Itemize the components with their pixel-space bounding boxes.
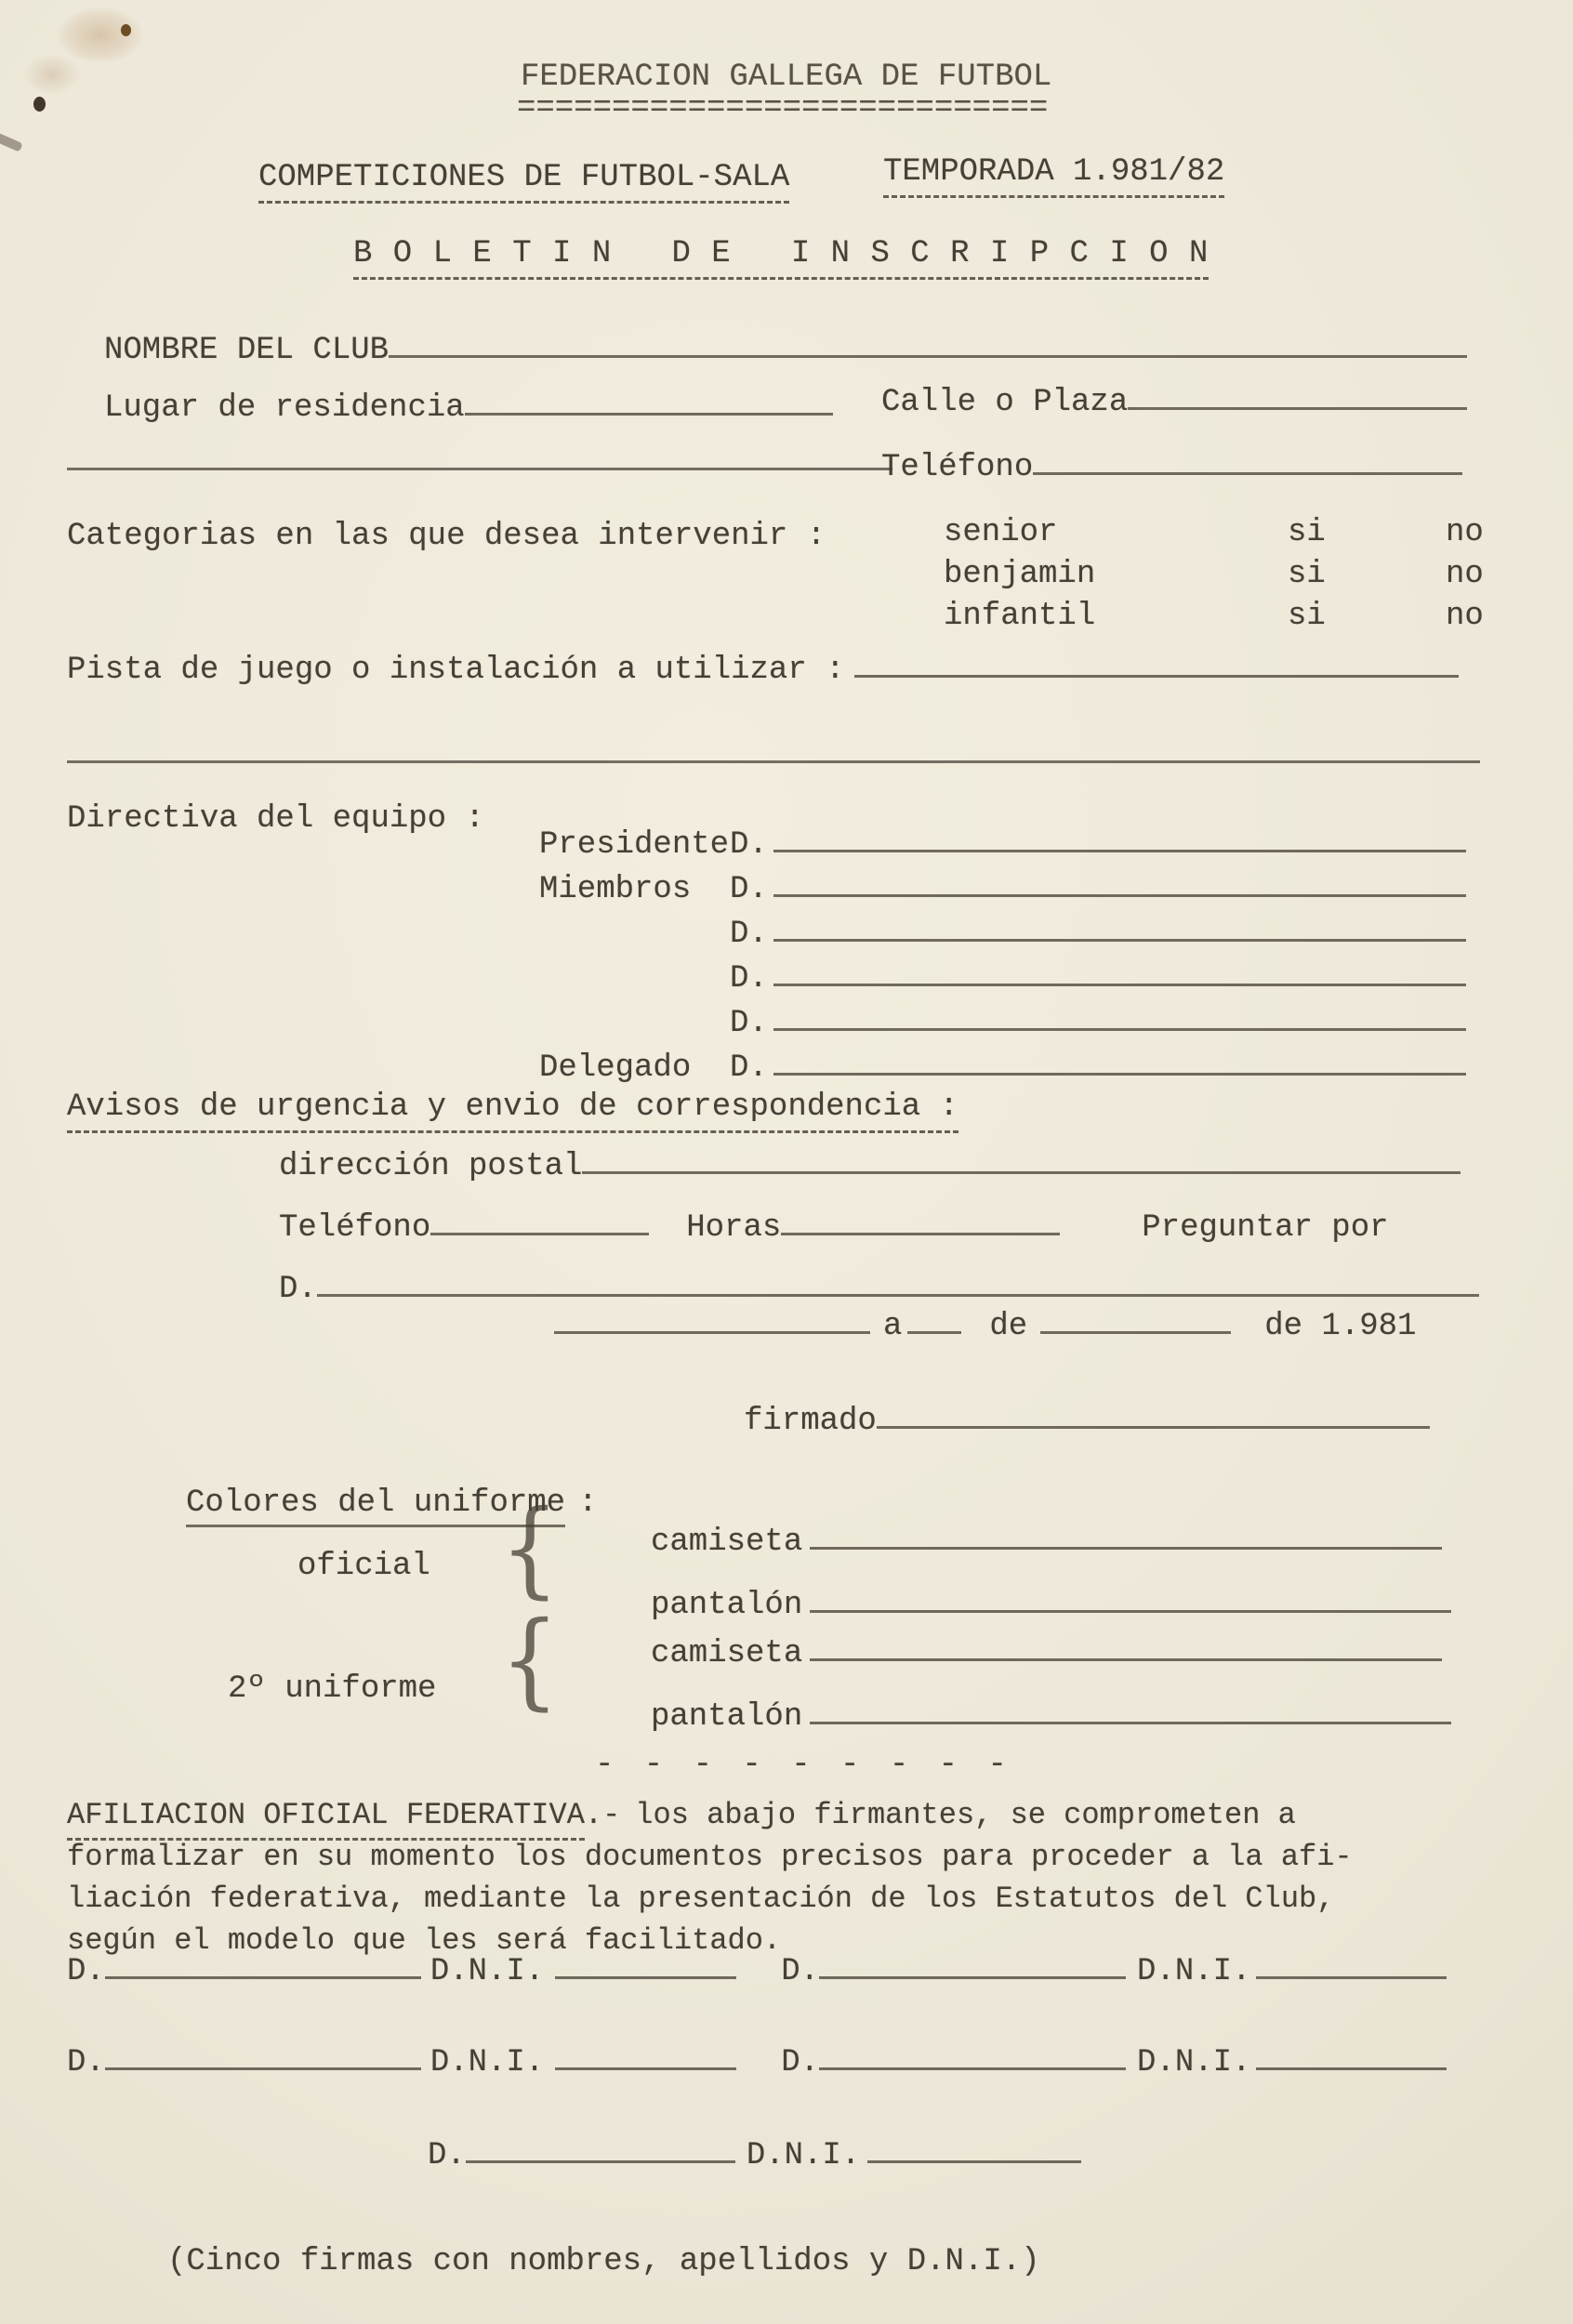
board-d-prefix: D. (730, 1050, 768, 1086)
affiliation-heading-suffix: .- (584, 1798, 621, 1832)
ink-speck (121, 24, 131, 36)
board-line (773, 961, 1466, 986)
sig-name-line (466, 2138, 735, 2163)
board-line (773, 872, 1466, 897)
phone-line (1033, 450, 1462, 475)
category-yes: si (1288, 515, 1326, 550)
signature-row (428, 2136, 1081, 2175)
postal-label: dirección postal (279, 1149, 583, 1184)
hours-label: Horas (686, 1210, 782, 1246)
sig-dni-line (867, 2138, 1081, 2163)
hours-line (781, 1210, 1060, 1235)
signature-row (67, 1952, 1447, 1991)
sig-name-line (105, 2045, 421, 2070)
date-de-label: de (989, 1309, 1028, 1344)
season-title: TEMPORADA 1.981/82 (883, 152, 1224, 191)
affiliation-text: liación federativa, mediante la presentación de los Estatutos del Club, (67, 1882, 1335, 1916)
board-row (539, 1049, 1466, 1088)
street-label: Calle o Plaza (881, 385, 1129, 420)
board-line (773, 827, 1466, 852)
signatures-note: (Cinco firmas con nombres, apellidos y D.N.I.) (167, 2244, 1040, 2279)
residence-line (465, 390, 833, 416)
official-uniform-label: oficial (297, 1549, 430, 1584)
club-name-row (104, 331, 1467, 370)
postal-line (582, 1149, 1461, 1174)
notices-phone-line (430, 1210, 649, 1235)
notices-heading: Avisos de urgencia y envio de correspondencia : (67, 1088, 958, 1127)
ask-for-label: Preguntar por (1142, 1210, 1389, 1246)
board-row (539, 825, 1466, 865)
venue-label: Pista de juego o instalación a utilizar : (67, 653, 845, 688)
sig-dni-line (1256, 1954, 1447, 1979)
date-row (554, 1307, 1416, 1346)
category-no: no (1446, 557, 1484, 592)
form-title: B O L E T I N D E I N S C R I P C I O N (353, 234, 1209, 273)
date-place-line (554, 1309, 870, 1334)
second-uniform-label: 2º uniforme (228, 1671, 437, 1707)
category-name: benjamin (944, 557, 1096, 592)
sig-name-line (819, 1954, 1126, 1979)
shirt-line (810, 1636, 1442, 1661)
board-row (539, 870, 1466, 909)
signed-line (877, 1404, 1430, 1429)
competition-title: COMPETICIONES DE FUTBOL-SALA (258, 158, 789, 197)
sig-d-label: D. (67, 1954, 105, 1989)
affiliation-text: formalizar en su momento los documentos precisos para proceder a la afi- (67, 1840, 1353, 1874)
board-role: Delegado (539, 1050, 692, 1086)
category-row (944, 597, 1484, 636)
board-line (773, 1006, 1466, 1031)
venue-cont-line (67, 760, 1480, 763)
board-d-prefix: D. (730, 872, 768, 907)
sig-name-line (819, 2045, 1126, 2070)
second-shirt-row (651, 1634, 1442, 1673)
sig-dni-line (555, 2045, 736, 2070)
board-role: Presidente (539, 827, 730, 863)
sig-name-line (105, 1954, 421, 1979)
residence-row (104, 389, 833, 428)
affiliation-text: los abajo firmantes, se comprometen a (635, 1798, 1296, 1832)
sig-d-label: D. (781, 1954, 820, 1989)
board-row (539, 915, 1466, 954)
sig-dni-label: D.N.I. (430, 2045, 545, 2080)
residence-label: Lugar de residencia (104, 390, 465, 426)
second-shorts-row (651, 1697, 1451, 1736)
sig-dni-line (555, 1954, 736, 1979)
affiliation-line1 (67, 1794, 1296, 1836)
person-row (279, 1270, 1479, 1309)
org-underline: ============================ (517, 91, 1049, 126)
affiliation-line2 (67, 1836, 1353, 1878)
date-month-line (1040, 1309, 1231, 1334)
paper-stain (7, 0, 184, 130)
sig-dni-label: D.N.I. (430, 1954, 545, 1989)
sig-dni-label: D.N.I. (1137, 2045, 1251, 2080)
signed-label: firmado (744, 1404, 877, 1439)
brace-icon: { (500, 1598, 560, 1721)
shirt-label: camiseta (651, 1525, 803, 1560)
date-day-line (907, 1309, 961, 1334)
signature-row (67, 2043, 1447, 2082)
sig-dni-label: D.N.I. (1137, 1954, 1251, 1989)
categories-label: Categorias en las que desea intervenir : (67, 519, 826, 554)
street-row (881, 383, 1467, 422)
shorts-label: pantalón (651, 1699, 803, 1735)
person-line (317, 1272, 1479, 1297)
sig-d-label: D. (781, 2045, 820, 2080)
board-heading: Directiva del equipo : (67, 801, 484, 837)
phone-row (881, 448, 1462, 487)
venue-line (854, 653, 1459, 678)
shirt-line (810, 1525, 1442, 1550)
official-shirt-row (651, 1523, 1442, 1562)
club-name-label: NOMBRE DEL CLUB (104, 333, 390, 368)
uniform-heading-colon: : (578, 1486, 598, 1521)
board-row (539, 959, 1466, 998)
date-year-label: de 1.981 (1264, 1309, 1417, 1344)
brace-icon: { (500, 1486, 560, 1609)
category-name: infantil (944, 599, 1096, 634)
uniform-heading: Colores del uniforme (186, 1486, 565, 1527)
board-line (773, 917, 1466, 942)
board-line (773, 1050, 1466, 1076)
category-no: no (1446, 599, 1484, 634)
date-a-label: a (883, 1309, 903, 1344)
board-d-prefix: D. (730, 917, 768, 952)
edge-mark (0, 132, 23, 152)
contact-row (279, 1208, 1389, 1248)
sig-dni-line (1256, 2045, 1447, 2070)
affiliation-heading: AFILIACION OFICIAL FEDERATIVA (67, 1798, 585, 1841)
category-yes: si (1288, 557, 1326, 592)
category-row (944, 555, 1484, 594)
sig-d-label: D. (428, 2138, 466, 2173)
shirt-label: camiseta (651, 1636, 803, 1671)
category-no: no (1446, 515, 1484, 550)
category-yes: si (1288, 599, 1326, 634)
board-d-prefix: D. (730, 961, 768, 997)
club-name-line (389, 333, 1467, 358)
phone-label: Teléfono (881, 450, 1034, 485)
postal-row (279, 1147, 1461, 1186)
address-cont-line (67, 468, 892, 470)
notices-phone-label: Teléfono (279, 1210, 431, 1246)
board-role: Miembros (539, 872, 692, 907)
street-line (1128, 385, 1467, 410)
shorts-label: pantalón (651, 1588, 803, 1623)
affiliation-line3 (67, 1878, 1334, 1920)
shorts-line (810, 1699, 1451, 1724)
category-row (944, 513, 1484, 552)
shorts-line (810, 1588, 1451, 1613)
venue-row (67, 651, 1459, 690)
board-d-prefix: D. (730, 827, 768, 863)
official-shorts-row (651, 1586, 1451, 1625)
sig-d-label: D. (67, 2045, 105, 2080)
signed-row (744, 1402, 1430, 1441)
affiliation-text: según el modelo que les será facilitado. (67, 1923, 782, 1958)
sig-dni-label: D.N.I. (746, 2138, 861, 2173)
dash-separator: - - - - - - - - - (595, 1748, 1012, 1783)
board-row (539, 1004, 1466, 1043)
ink-dot (33, 97, 46, 112)
category-name: senior (944, 515, 1058, 550)
person-prefix: D. (279, 1272, 317, 1307)
org-title-text: FEDERACION GALLEGA DE FUTBOL (521, 59, 1052, 95)
board-d-prefix: D. (730, 1006, 768, 1041)
